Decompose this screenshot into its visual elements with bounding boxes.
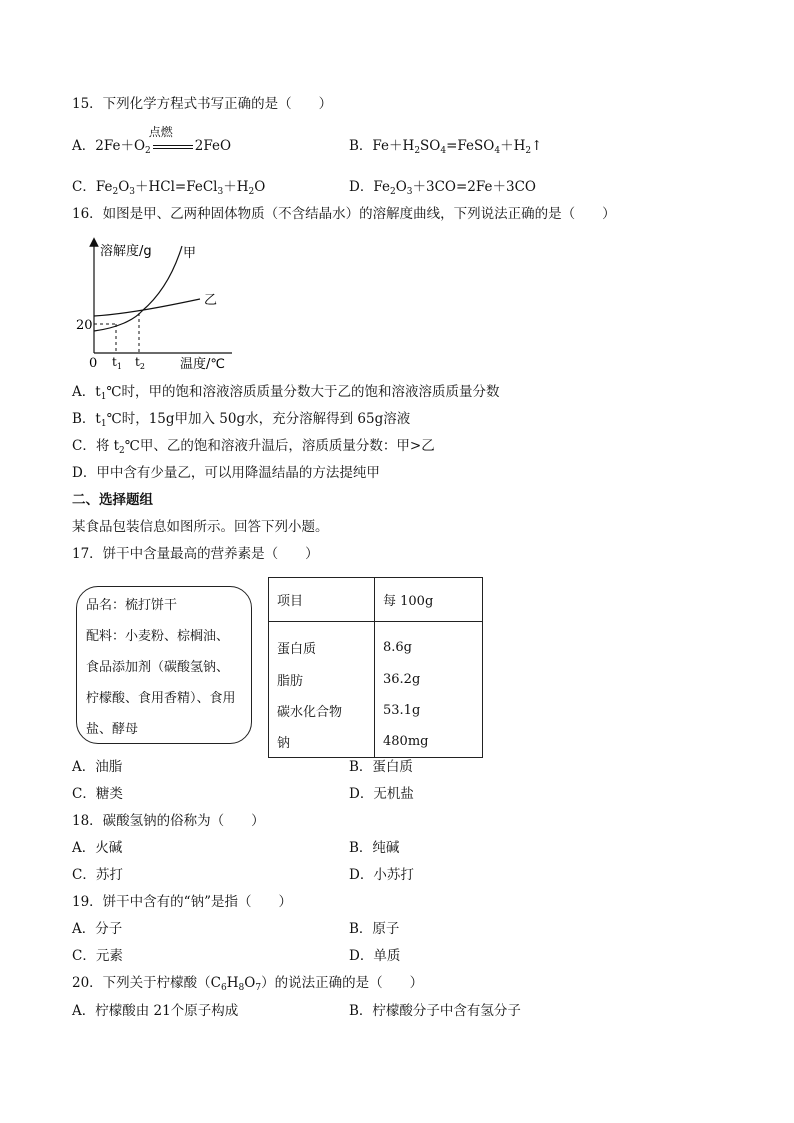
q16-option-c[interactable]: C．将 $t_2℃$甲、乙的饱和溶液升温后，溶质质量分数：甲>乙 (72, 438, 435, 456)
reaction-condition: 点燃 (151, 137, 195, 155)
q18-option-a[interactable]: A．火碱 (72, 840, 123, 856)
table-cell: 8.6g (375, 622, 483, 665)
q15-stem: 15．下列化学方程式书写正确的是（ ） (72, 96, 333, 112)
product-info-line: 食品添加剂（碳酸氢钠、 (86, 660, 230, 675)
q16-option-a[interactable]: A．$t_1℃$时，甲的饱和溶液溶质质量分数大于乙的饱和溶液溶质质量分数 (72, 384, 500, 402)
q15-option-a[interactable]: A．$2Fe+O_2$ 点燃 2FeO (72, 125, 232, 156)
q18-option-b[interactable]: B．纯碱 (349, 840, 400, 856)
table-cell: 碳水化合物 (269, 695, 375, 726)
t1-label: $t_1$ (112, 355, 122, 371)
q17-stem: 17．饼干中含量最高的营养素是（ ） (72, 546, 319, 562)
q18-option-d[interactable]: D．小苏打 (349, 867, 414, 883)
q16-option-b[interactable]: B．$t_1℃$时，15g甲加入 50g水，充分溶解得到 65g溶液 (72, 411, 411, 429)
q16-option-d[interactable]: D．甲中含有少量乙，可以用降温结晶的方法提纯甲 (72, 465, 380, 481)
q18-option-c[interactable]: C．苏打 (72, 867, 123, 883)
q17-option-d[interactable]: D．无机盐 (349, 786, 414, 802)
q20-option-a[interactable]: A．柠檬酸由 21个原子构成 (72, 1003, 239, 1019)
q20-stem: 20．下列关于柠檬酸$(C_6H_8O_7)$的说法正确的是（ ） (72, 975, 424, 993)
y-axis-label: 溶解度/g (100, 244, 152, 259)
q15-option-c[interactable]: C．$Fe_2O_3+HCl=FeCl_3+H_2O$ (72, 179, 266, 197)
x-axis-label: 温度/℃ (180, 357, 225, 372)
q20-option-b[interactable]: B．柠檬酸分子中含有氢分子 (349, 1003, 521, 1019)
product-info-line: 配料：小麦粉、棕榈油、 (86, 629, 230, 644)
q17-option-b[interactable]: B．蛋白质 (349, 759, 413, 775)
curve-yi-label: 乙 (204, 293, 218, 308)
section-intro: 某食品包装信息如图所示。回答下列小题。 (72, 519, 329, 535)
table-header-cell: 项目 (269, 578, 375, 622)
y-tick-20: 20 (76, 318, 93, 333)
q17-option-a[interactable]: A．油脂 (72, 759, 123, 775)
section-heading: 二、选择题组 (72, 492, 153, 508)
q19-option-a[interactable]: A．分子 (72, 921, 123, 937)
table-cell: 480mg (375, 726, 483, 758)
q19-option-b[interactable]: B．原子 (349, 921, 400, 937)
table-row (269, 664, 483, 695)
solubility-graph (72, 236, 242, 372)
q16-stem: 16．如图是甲、乙两种固体物质（不含结晶水）的溶解度曲线，下列说法正确的是（ ） (72, 206, 616, 222)
product-info-line: 盐、酵母 (86, 722, 139, 737)
nutrition-table (268, 577, 483, 758)
curve-jia-label: 甲 (183, 246, 197, 261)
q17-option-c[interactable]: C．糖类 (72, 786, 123, 802)
q19-option-c[interactable]: C．元素 (72, 948, 123, 964)
table-row (269, 726, 483, 758)
product-info-line: 品名：梳打饼干 (86, 598, 178, 613)
product-info-line: 柠檬酸、食用香精）、食用 (86, 691, 236, 706)
table-cell: 53.1g (375, 695, 483, 726)
table-cell: 蛋白质 (269, 622, 375, 665)
table-header-cell: 每 100g (375, 578, 483, 622)
table-cell: 脂肪 (269, 664, 375, 695)
table-row (269, 622, 483, 665)
t2-label: $t_2$ (135, 355, 145, 371)
curve-yi (94, 299, 200, 316)
origin-label: 0 (89, 356, 98, 371)
table-header-row (269, 578, 483, 622)
table-cell: 钠 (269, 726, 375, 758)
q18-stem: 18．碳酸氢钠的俗称为（ ） (72, 813, 265, 829)
q19-option-d[interactable]: D．单质 (349, 948, 401, 964)
table-cell: 36.2g (375, 664, 483, 695)
q19-stem: 19．饼干中含有的“钠”是指（ ） (72, 894, 292, 910)
q15-option-b[interactable]: B．$Fe+H_2SO_4=FeSO_4+H_2↑$ (349, 138, 543, 156)
q15-option-d[interactable]: D．$Fe_2O_3+3CO=2Fe+3CO$ (349, 179, 536, 197)
table-row (269, 695, 483, 726)
